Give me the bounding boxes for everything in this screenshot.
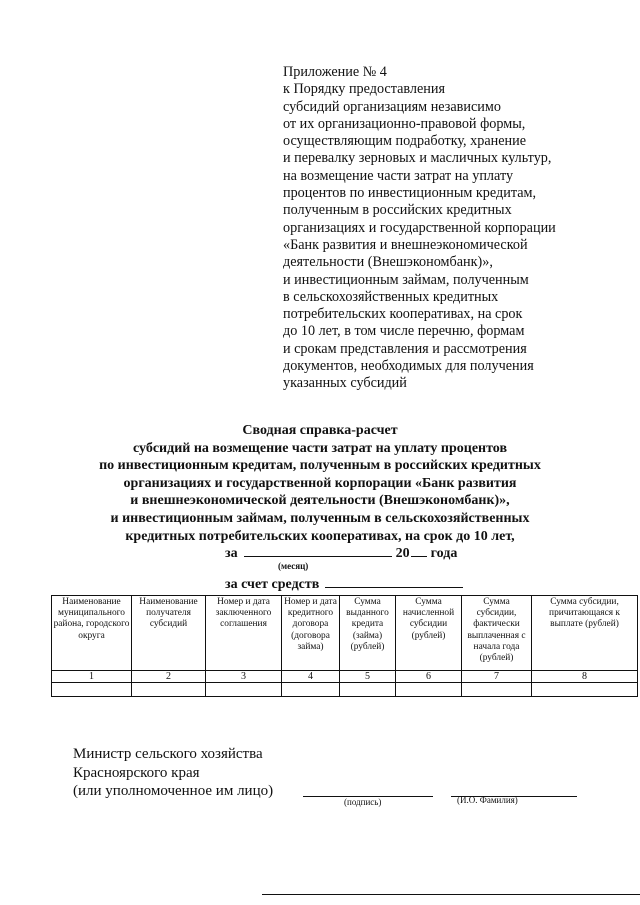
- funds-label: за счет средств: [225, 577, 320, 592]
- signer-block: [73, 745, 273, 801]
- table-cell: [52, 683, 132, 697]
- table-cell: [532, 683, 638, 697]
- header-cell: Номер и дата заключенного соглашения: [206, 596, 282, 671]
- header-cell: Сумма субсидии, причитающаяся к выплате (рублей): [532, 596, 638, 671]
- appendix-line: указанных субсидий: [283, 375, 407, 392]
- column-number-row: [52, 671, 638, 683]
- period-line: [225, 543, 457, 562]
- table-row: [52, 683, 638, 697]
- column-number: 7: [462, 671, 532, 683]
- appendix-line: к Порядку предоставления: [283, 81, 445, 98]
- period-suffix: года: [430, 546, 458, 561]
- appendix-line: организациях и государственной корпорации: [283, 219, 556, 236]
- table-header-row: [52, 596, 638, 671]
- appendix-line: и перевалку зерновых и масличных культур,: [283, 150, 552, 167]
- appendix-line: на возмещение части затрат на уплату: [283, 167, 514, 184]
- appendix-line: и срокам представления и рассмотрения: [283, 340, 527, 357]
- appendix-line: полученным в российских кредитных: [283, 202, 512, 219]
- funds-blank: [325, 574, 463, 588]
- header-cell: Сумма выданного кредита (займа) (рублей): [340, 596, 396, 671]
- table-cell: [340, 683, 396, 697]
- title-line: субсидий на возмещение части затрат на уплату процентов: [132, 440, 507, 456]
- name-hint: (И.О. Фамилия): [457, 795, 518, 805]
- appendix-line: до 10 лет, в том числе перечню, формам: [283, 323, 525, 340]
- summary-table: [51, 595, 638, 697]
- appendix-line: деятельности (Внешэкономбанк)»,: [283, 254, 493, 271]
- column-number: 3: [206, 671, 282, 683]
- column-number: 2: [132, 671, 206, 683]
- header-cell: Сумма субсидии, фактически выплаченная с начала года (рублей): [462, 596, 532, 671]
- table-cell: [206, 683, 282, 697]
- table-cell: [282, 683, 340, 697]
- signature-hint: (подпись): [344, 797, 382, 807]
- appendix-line: от их организационно-правовой формы,: [283, 115, 526, 132]
- appendix-block: [283, 64, 583, 393]
- appendix-line: документов, необходимых для получения: [283, 358, 534, 375]
- appendix-line: потребительских кооперативах, на срок: [283, 306, 523, 323]
- header-cell: Сумма начисленной субсидии (рублей): [396, 596, 462, 671]
- document-title: [0, 422, 640, 545]
- appendix-line: в сельскохозяйственных кредитных: [283, 288, 499, 305]
- column-number: 6: [396, 671, 462, 683]
- period-prefix: за: [225, 546, 238, 561]
- signer-line: (или уполномоченное им лицо): [73, 783, 274, 799]
- appendix-line: процентов по инвестиционным кредитам,: [283, 185, 537, 202]
- year-prefix: 20: [395, 546, 410, 561]
- column-number: 5: [340, 671, 396, 683]
- signer-line: Министр сельского хозяйства: [73, 746, 263, 762]
- title-line: Сводная справка-расчет: [242, 423, 398, 438]
- signer-line: Красноярского края: [73, 764, 200, 781]
- appendix-line: Приложение № 4: [283, 64, 387, 80]
- column-number: 1: [52, 671, 132, 683]
- title-line: по инвестиционным кредитам, полученным в российских кредитных: [99, 458, 541, 474]
- year-blank: [411, 543, 427, 557]
- column-number: 8: [532, 671, 638, 683]
- title-line: организациях и государственной корпорации «Банк развития: [123, 475, 517, 491]
- header-cell: Наименование получателя субсидий: [132, 596, 206, 671]
- header-cell: Наименование муниципального района, городского округа: [52, 596, 132, 671]
- appendix-line: субсидий организациям независимо: [283, 98, 501, 115]
- title-line: и инвестиционным займам, полученным в сельскохозяйственных: [110, 510, 530, 526]
- funds-line: [225, 574, 463, 593]
- table-cell: [396, 683, 462, 697]
- appendix-line: «Банк развития и внешнеэкономической: [283, 236, 528, 253]
- month-hint: (месяц): [278, 561, 309, 571]
- table-cell: [462, 683, 532, 697]
- column-number: 4: [282, 671, 340, 683]
- table-cell: [132, 683, 206, 697]
- month-blank: [244, 543, 392, 557]
- bottom-rule: [262, 894, 640, 895]
- title-line: и внешнеэкономической деятельности (Внешэкономбанк)»,: [130, 493, 510, 509]
- title-line: кредитных потребительских кооперативах, на срок до 10 лет,: [125, 528, 515, 544]
- header-cell: Номер и дата кредитного договора (договора займа): [282, 596, 340, 671]
- appendix-line: и инвестиционным займам, полученным: [283, 271, 529, 288]
- appendix-line: осуществляющим подработку, хранение: [283, 133, 527, 150]
